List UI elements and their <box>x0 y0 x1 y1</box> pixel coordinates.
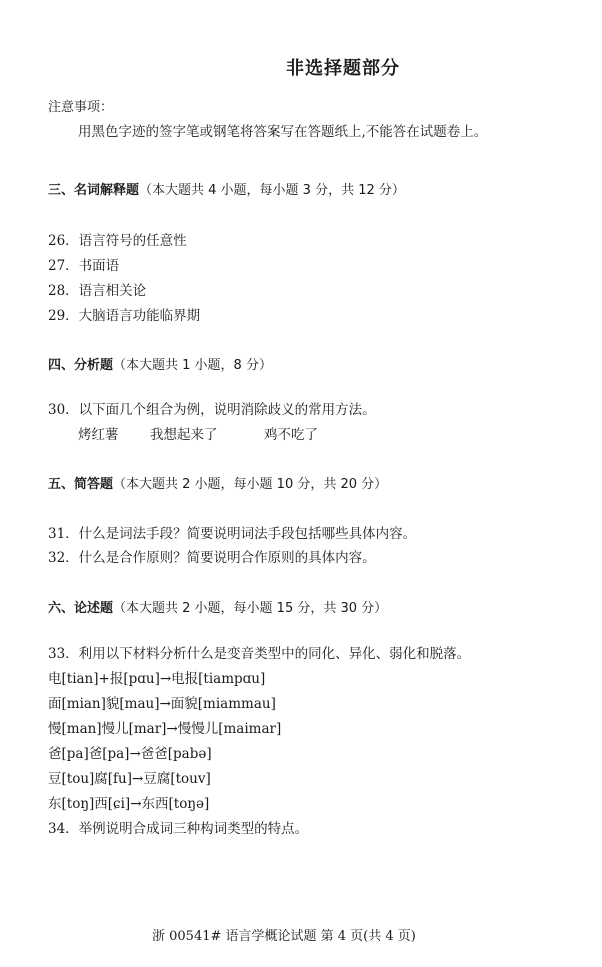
section-heading-definitions <box>48 179 405 198</box>
sound-change-example: 豆[tou]腐[fu]→豆腐[touv] <box>48 771 211 787</box>
section-heading-short-answer <box>48 473 387 492</box>
section-scoring: （本大题共 4 小题，每小题 3 分，共 12 分） <box>139 183 405 198</box>
section-heading-essay <box>48 597 387 616</box>
question-26: 26．语言符号的任意性 <box>48 233 187 249</box>
sound-change-example: 电[tian]+报[pɑu]→电报[tiampɑu] <box>48 671 266 687</box>
notice-body: 用黑色字迹的签字笔或钢笔将答案写在答题纸上,不能答在试题卷上。 <box>78 124 488 140</box>
page-footer: 浙 00541# 语言学概论试题 第 4 页(共 4 页) <box>152 929 416 944</box>
question-34: 34．举例说明合成词三种构词类型的特点。 <box>48 821 309 837</box>
section-title: 三、名词解释题 <box>48 183 140 198</box>
sound-change-example: 慢[man]慢儿[mar]→慢慢儿[maimar] <box>48 721 282 737</box>
question-30: 30．以下面几个组合为例，说明消除歧义的常用方法。 <box>48 402 376 418</box>
section-title: 四、分析题 <box>48 358 114 373</box>
question-32: 32．什么是合作原则？简要说明合作原则的具体内容。 <box>48 550 376 566</box>
page-title: 非选择题部分 <box>286 58 400 79</box>
section-scoring: （本大题共 2 小题，每小题 10 分，共 20 分） <box>113 477 388 492</box>
sound-change-example: 爸[pa]爸[pa]→爸爸[pabə] <box>48 746 212 762</box>
question-28: 28．语言相关论 <box>48 283 147 299</box>
phrase: 我想起来了 <box>150 427 218 443</box>
sound-change-example: 东[toŋ]西[ɕi]→东西[toŋə] <box>48 796 210 812</box>
phrase-examples <box>78 423 318 443</box>
question-33: 33．利用以下材料分析什么是变音类型中的同化、异化、弱化和脱落。 <box>48 646 471 662</box>
section-title: 五、简答题 <box>48 477 114 492</box>
question-31: 31．什么是词法手段？简要说明词法手段包括哪些具体内容。 <box>48 526 417 542</box>
question-29: 29．大脑语言功能临界期 <box>48 308 201 324</box>
section-scoring: （本大题共 1 小题，8 分） <box>113 358 272 373</box>
phrase: 烤红薯 <box>78 427 119 443</box>
notice-heading: 注意事项： <box>48 100 114 115</box>
sound-change-example: 面[mian]貌[mau]→面貌[miammau] <box>48 696 276 712</box>
section-heading-analysis <box>48 354 272 373</box>
section-title: 六、论述题 <box>48 601 114 616</box>
phrase: 鸡不吃了 <box>264 427 318 443</box>
question-27: 27．书面语 <box>48 258 120 274</box>
section-scoring: （本大题共 2 小题，每小题 15 分，共 30 分） <box>113 601 388 616</box>
